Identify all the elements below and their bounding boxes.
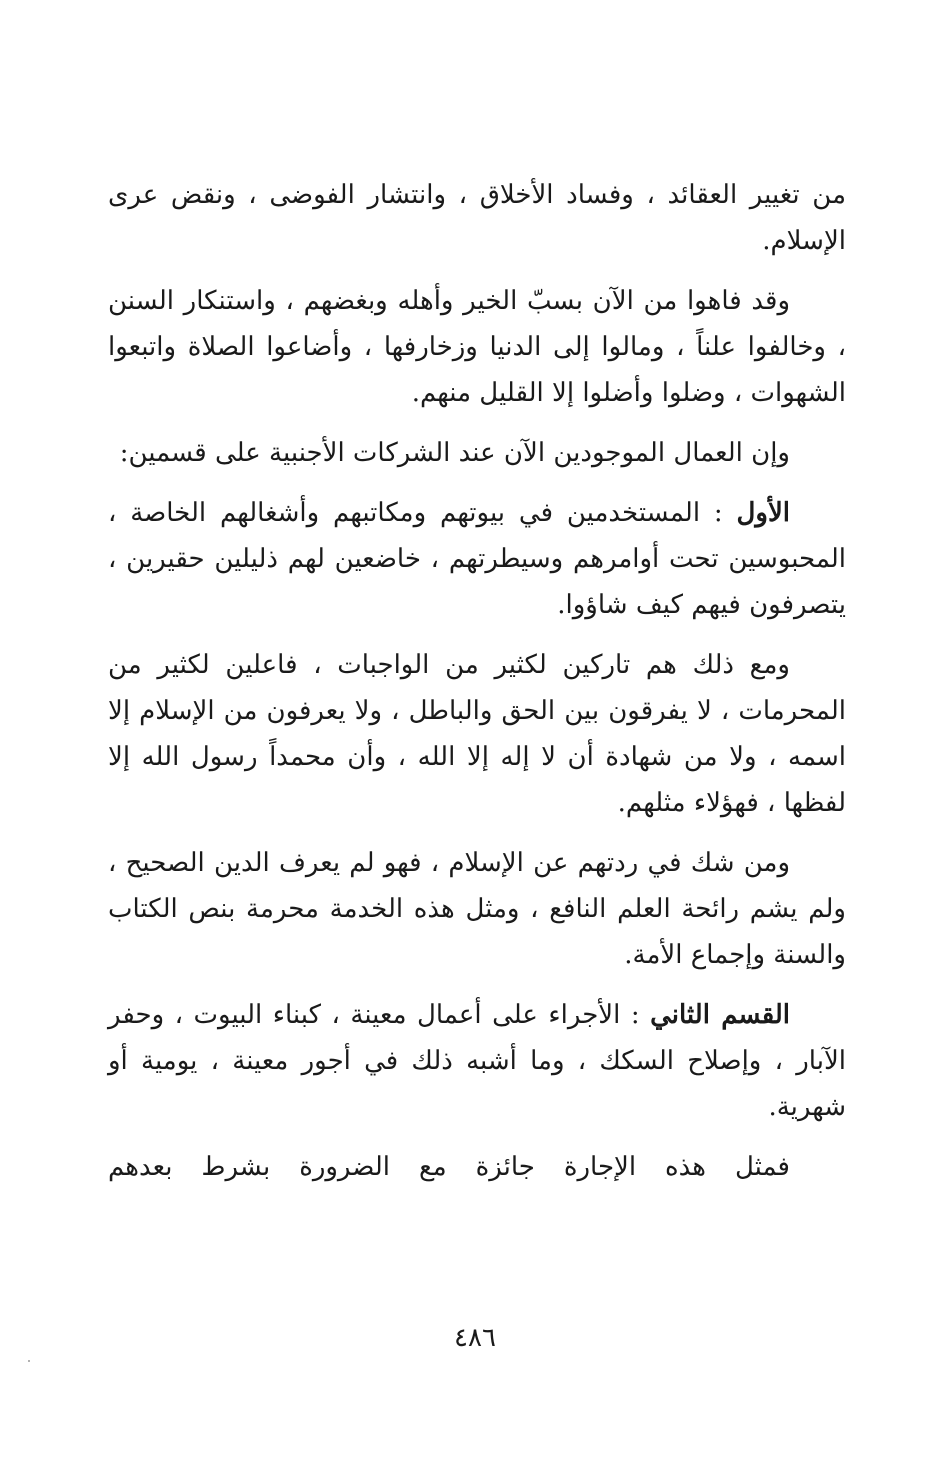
paragraph-text: فمثل هذه الإجارة جائزة مع الضرورة بشرط بعدهم <box>108 1152 790 1182</box>
paragraph-text: : الأجراء على أعمال معينة ، كبناء البيوت ، وحفر الآبار ، وإصلاح السكك ، وما أشبه ذلك في أجور معينة ، يومية أو شهرية. <box>108 1000 846 1122</box>
paragraph <box>108 278 846 416</box>
paragraph-text: ومع ذلك هم تاركين لكثير من الواجبات ، فاعلين لكثير من المحرمات ، لا يفرقون بين الحق والباطل ، ولا يعرفون من الإسلام إلا اسمه ، ولا من شهادة أن لا إله إلا الله ، وأن محمداً رسول الله إلا لفظها ، فهؤلاء مثلهم. <box>108 650 847 818</box>
paragraph-text: من تغيير العقائد ، وفساد الأخلاق ، وانتشار الفوضى ، ونقض عرى الإسلام. <box>108 180 846 256</box>
scan-speck <box>28 1360 30 1362</box>
paragraph-text: وقد فاهوا من الآن بسبّ الخير وأهله وبغضهم ، واستنكار السنن ، وخالفوا علناً ، ومالوا إلى الدنيا وزخارفها ، وأضاعوا الصلاة واتبعوا الشهوات ، وضلوا وأضلوا إلا القليل منهم. <box>108 286 846 408</box>
paragraph <box>108 642 846 826</box>
paragraph <box>108 840 846 978</box>
paragraph <box>108 1144 846 1190</box>
paragraph-text: وإن العمال الموجودين الآن عند الشركات الأجنبية على قسمين: <box>119 438 790 468</box>
paragraph <box>108 430 846 476</box>
page-number: ٤٨٦ <box>454 1323 496 1353</box>
section-heading-second: القسم الثاني <box>650 1000 791 1030</box>
body-text <box>108 172 846 1190</box>
paragraph <box>108 490 846 628</box>
paragraph <box>108 172 846 264</box>
paragraph <box>108 992 846 1130</box>
section-heading-first: الأول <box>736 498 790 528</box>
paragraph-text: ومن شك في ردتهم عن الإسلام ، فهو لم يعرف الدين الصحيح ، ولم يشم رائحة العلم النافع ، ومثل هذه الخدمة محرمة بنص الكتاب والسنة وإجماع الأمة. <box>108 848 846 970</box>
paragraph-text: : المستخدمين في بيوتهم ومكاتبهم وأشغالهم الخاصة ، المحبوسين تحت أوامرهم وسيطرتهم ، خاضعين لهم ذليلين حقيرين ، يتصرفون فيهم كيف شاؤوا. <box>108 498 846 620</box>
